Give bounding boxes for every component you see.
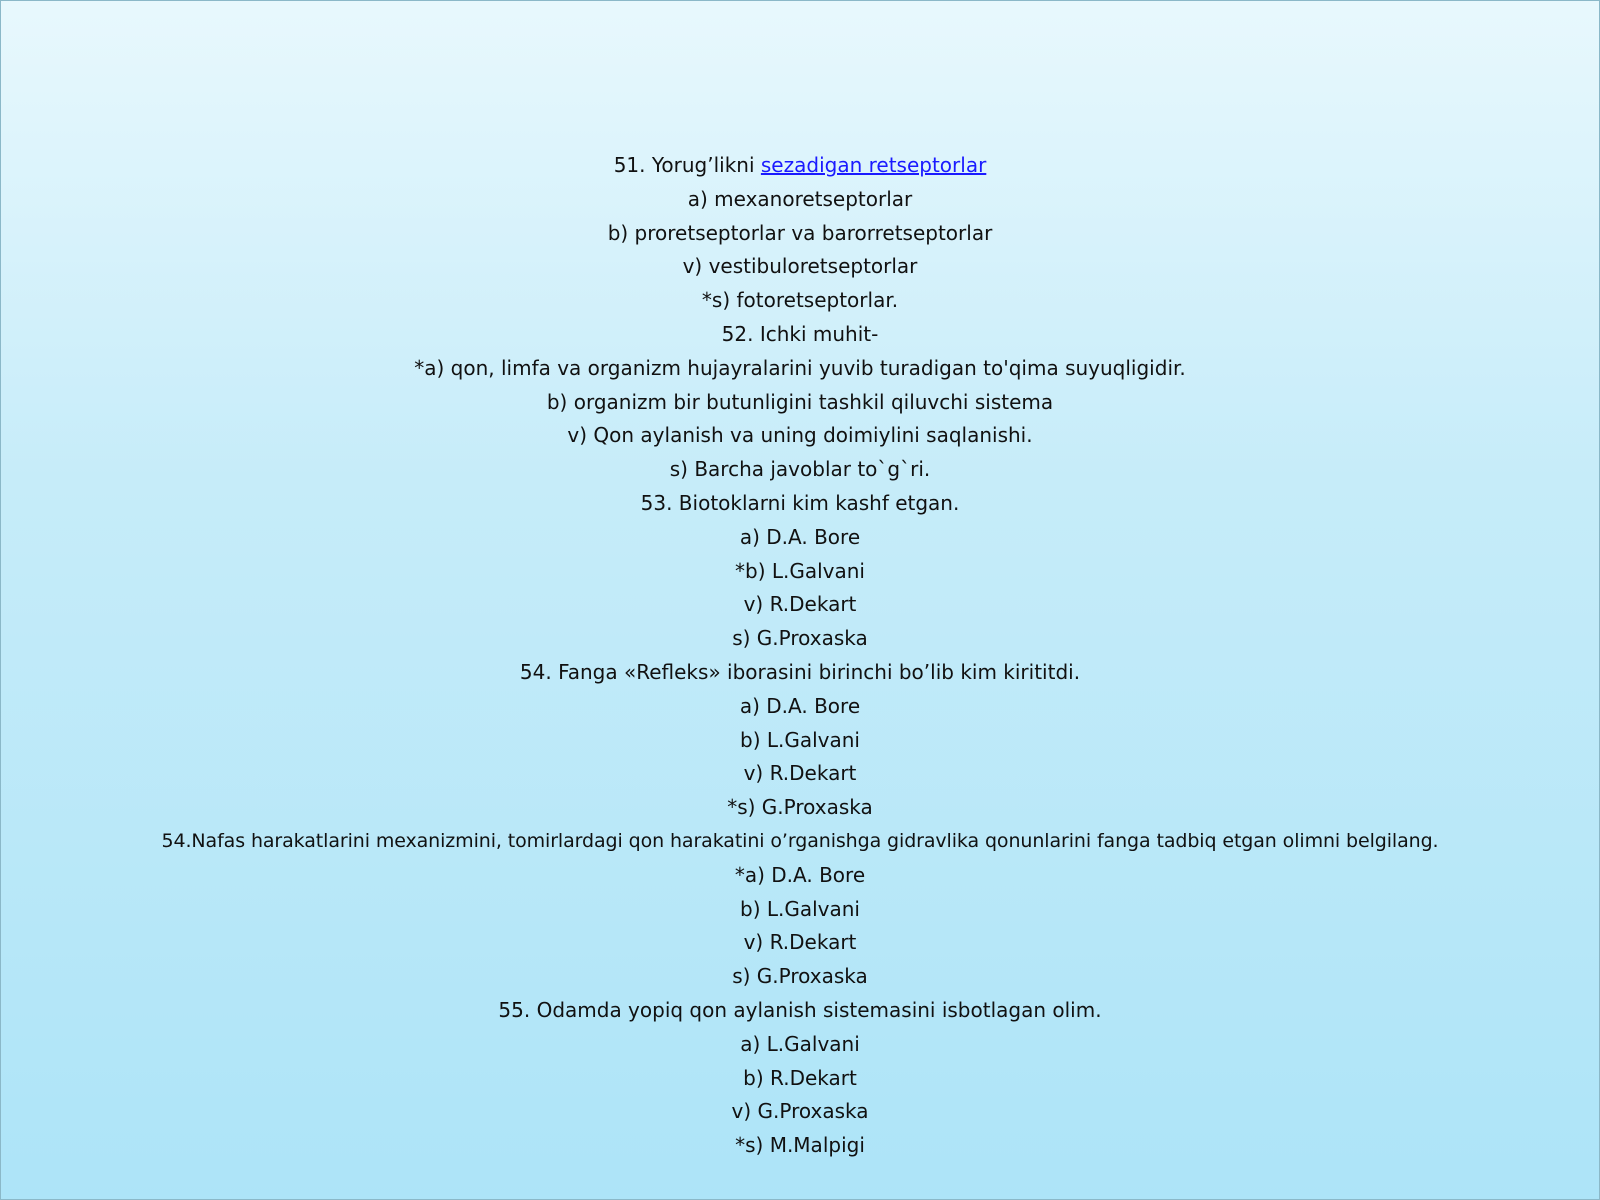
option-item: v) R.Dekart: [743, 930, 857, 955]
question-52: 52. Ichki muhit-: [721, 321, 879, 346]
option-item: *s) G.Proxaska: [727, 795, 873, 820]
option-item: b) R.Dekart: [743, 1065, 857, 1090]
option-item: v) G.Proxaska: [731, 1099, 869, 1124]
quiz-content: [1, 149, 1599, 1163]
option-item: a) D.A. Bore: [739, 693, 861, 718]
option-item: b) L.Galvani: [740, 727, 860, 752]
option-item: s) G.Proxaska: [732, 964, 868, 989]
option-item: b) L.Galvani: [740, 896, 860, 921]
question-55: 55. Odamda yopiq qon aylanish sistemasini isbotlagan olim.: [498, 997, 1102, 1022]
option-item: *b) L.Galvani: [735, 558, 865, 583]
question-text: 51. Yorug’likni: [613, 153, 761, 177]
option-item: *s) M.Malpigi: [735, 1133, 865, 1158]
option-item: a) mexanoretseptorlar: [687, 186, 913, 211]
option-item: *a) D.A. Bore: [734, 862, 866, 887]
option-item: a) D.A. Bore: [739, 524, 861, 549]
option-item: v) R.Dekart: [743, 761, 857, 786]
question-51: [1, 149, 1599, 183]
question-53: 53. Biotoklarni kim kashf etgan.: [640, 490, 960, 515]
question-54-breathing: 54.Nafas harakatlarini mexanizmini, tomirlardagi qon harakatini o’rganishga gidravlika qonunlarini fanga tadbiq etgan olimni belgilang.: [161, 829, 1439, 852]
option-item: *s) fotoretseptorlar.: [701, 288, 899, 313]
question-link[interactable]: sezadigan retseptorlar: [760, 153, 987, 177]
option-item: b) organizm bir butunligini tashkil qiluvchi sistema: [546, 389, 1054, 414]
option-item: *a) qon, limfa va organizm hujayralarini yuvib turadigan to'qima suyuqligidir.: [414, 355, 1186, 380]
option-item: v) Qon aylanish va uning doimiylini saqlanishi.: [567, 423, 1033, 448]
question-54: 54. Fanga «Refleks» iborasini birinchi bo’lib kim kirititdi.: [519, 659, 1081, 684]
option-item: a) L.Galvani: [740, 1031, 860, 1056]
option-item: s) G.Proxaska: [732, 626, 868, 651]
option-item: s) Barcha javoblar to`g`ri.: [669, 457, 931, 482]
option-item: v) vestibuloretseptorlar: [682, 254, 918, 279]
option-item: b) proretseptorlar va barorretseptorlar: [607, 220, 993, 245]
option-item: v) R.Dekart: [743, 592, 857, 617]
